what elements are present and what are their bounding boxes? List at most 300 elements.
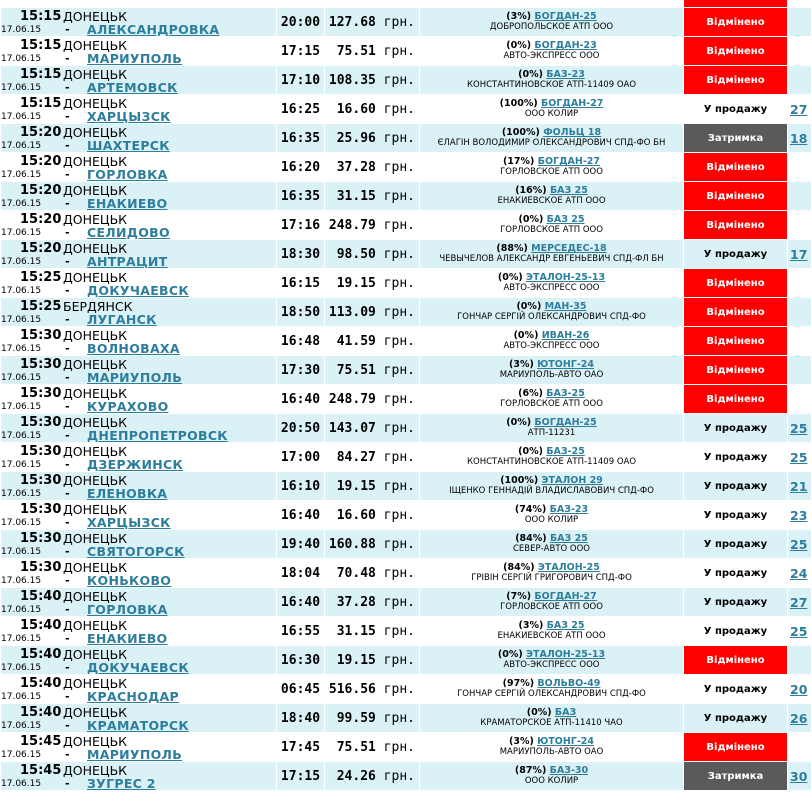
seats-link[interactable]: 27 [788,588,812,617]
departure-time: 15:30 [20,357,62,372]
table-row-4 [1,95,812,124]
destination-link[interactable]: МАРИУПОЛЬ [87,51,183,66]
table-row-13 [1,356,812,385]
departure-cell [1,298,277,327]
carrier-operator: ІЩЕНКО ГЕННАДІЙ ВЛАДИСЛАВОВИЧ СПД-ФО [449,486,654,496]
seats-link[interactable]: 20 [788,675,812,704]
currency-label: грн. [383,420,415,436]
currency-label: грн. [383,507,415,523]
bus-model-link[interactable]: БОГДАН-25 [534,11,597,22]
seats-link[interactable]: 27 [788,95,812,124]
seats-link[interactable]: 17 [788,240,812,269]
carrier-operator: ГОНЧАР СЕРГІЙ ОЛЕКСАНДРОВИЧ СПД-ФО [457,689,646,699]
status-cell: Відмінено [684,37,788,66]
arrival-time: 18:04 [277,559,325,588]
table-row-partial [1,0,812,8]
table-row-25 [1,704,812,733]
currency-label: грн. [383,217,415,233]
separator-dash: - [65,661,70,674]
carrier-cell [420,153,684,182]
origin-city: ДОНЕЦЬК [63,705,128,720]
arrival-time: 16:55 [277,617,325,646]
table-row-7 [1,182,812,211]
departure-cell [1,588,277,617]
separator-dash: - [65,197,70,210]
occupancy-percent: (87%) [514,765,547,776]
currency-label: грн. [383,130,415,146]
carrier-cell [420,733,684,762]
bus-model-link[interactable]: БАЗ 25 [546,620,585,631]
origin-city: ДОНЕЦЬК [63,502,128,517]
price-cell [325,37,420,66]
seats-link[interactable] [788,733,812,762]
occupancy-percent: (3%) [509,736,534,747]
seats-link[interactable] [788,327,812,356]
carrier-operator: ГРІВІН СЕРГІЙ ГРИГОРОВИЧ СПД-ФО [471,573,632,583]
price-cell [325,95,420,124]
status-cell: Відмінено [684,269,788,298]
departure-time: 15:20 [20,241,62,256]
price-value: 160.88 [328,536,376,552]
origin-city: ДОНЕЦЬК [63,38,128,53]
seats-link[interactable] [788,269,812,298]
departure-date: 17.06.15 [1,83,42,93]
destination-link[interactable]: АНТРАЦИТ [87,254,168,269]
table-row-8 [1,211,812,240]
table-row-2 [1,37,812,66]
seats-link[interactable] [788,182,812,211]
price-cell [325,733,420,762]
price-value: 98.50 [336,246,376,262]
destination-link[interactable]: МАРИУПОЛЬ [87,747,183,762]
separator-dash: - [65,458,70,471]
price-cell [325,501,420,530]
price-value: 127.68 [328,14,376,30]
seats-link[interactable]: 26 [788,704,812,733]
departure-time: 15:45 [20,763,62,778]
price-value: 19.15 [336,478,376,494]
occupancy-percent: (16%) [515,185,547,196]
departure-cell [1,443,277,472]
origin-city: ДОНЕЦЬК [63,734,128,749]
bus-model-link[interactable]: БОГДАН-27 [534,591,597,602]
bus-model-link[interactable]: БОГДАН-25 [534,417,597,428]
origin-city: ДОНЕЦЬК [63,241,128,256]
table-row-1 [1,8,812,37]
status-cell: Відмінено [684,211,788,240]
departure-cell [1,472,277,501]
seats-link[interactable] [788,646,812,675]
bus-model-link[interactable]: БАЗ-25 [546,388,585,399]
carrier-cell [420,327,684,356]
occupancy-percent: (84%) [515,533,547,544]
table-row-26 [1,733,812,762]
currency-label: грн. [383,159,415,175]
carrier-cell [420,385,684,414]
carrier-cell [420,240,684,269]
bus-model-link[interactable]: ЭТАЛОН-25-13 [526,272,606,283]
table-row-14 [1,385,812,414]
carrier-operator: КОНСТАНТИНОВСКОЕ АТП-11409 ОАО [466,80,637,90]
destination-link[interactable]: ШАХТЕРСК [87,138,170,153]
carrier-cell [420,124,684,153]
seats-link[interactable]: 25 [788,414,812,443]
separator-dash: - [65,342,70,355]
destination-link[interactable]: СЕЛИДОВО [87,225,170,240]
departure-time: 15:30 [20,328,62,343]
departure-cell [1,124,277,153]
origin-city: ДОНЕЦЬК [63,560,128,575]
carrier-cell [420,762,684,791]
arrival-time: 17:16 [277,211,325,240]
price-cell [325,269,420,298]
currency-label: грн. [383,391,415,407]
carrier-cell [420,66,684,95]
table-row-3 [1,66,812,95]
arrival-time: 16:40 [277,501,325,530]
seats-link[interactable] [788,153,812,182]
bus-model-link[interactable]: ЮТОНГ-24 [537,359,594,370]
currency-label: грн. [383,188,415,204]
destination-link[interactable]: ВОЛНОВАХА [87,341,180,356]
origin-city: ДОНЕЦЬК [63,67,128,82]
bus-model-link[interactable]: МЕРСЕДЕС-18 [531,243,607,254]
arrival-time: 17:15 [277,762,325,791]
carrier-operator: АВТО-ЭКСПРЕСС ООО [503,283,600,293]
currency-label: грн. [383,652,415,668]
departure-date: 17.06.15 [1,170,42,180]
bus-model-link[interactable]: ЮТОНГ-24 [537,736,594,747]
carrier-operator [420,0,683,1]
occupancy-percent: (100%) [499,98,538,109]
carrier-operator: ООО КОЛИР [524,515,579,525]
carrier-cell [420,675,684,704]
origin-city: ДОНЕЦЬК [63,212,128,227]
bus-model-link[interactable]: ВОЛЬВО-49 [537,678,601,689]
currency-label: грн. [383,768,415,784]
departure-time: 15:15 [20,38,62,53]
table-row-5 [1,124,812,153]
separator-dash: - [65,284,70,297]
status-cell: Відмінено [684,385,788,414]
destination-link[interactable] [87,0,189,1]
seats-link[interactable] [788,211,812,240]
occupancy-percent: (88%) [496,243,528,254]
departure-date: 17.06.15 [1,199,42,209]
departure-time: 15:25 [20,299,62,314]
seats-link[interactable]: 25 [788,530,812,559]
bus-model-link[interactable]: ЭТАЛОН-25 [537,562,600,573]
arrival-time: 18:40 [277,704,325,733]
seats-link[interactable]: 24 [788,559,812,588]
price-cell [325,8,420,37]
bus-model-link[interactable]: ФОЛЬЦ 18 [543,127,602,138]
departure-cell [1,269,277,298]
bus-model-link[interactable]: ЭТАЛОН-25-13 [526,649,606,660]
origin-city: ДОНЕЦЬК [63,357,128,372]
departure-time: 15:40 [20,589,62,604]
separator-dash: - [65,23,70,36]
price-cell [325,530,420,559]
status-cell: У продажу [684,95,788,124]
bus-model-link[interactable]: БАЗ-23 [549,504,589,515]
departure-cell [1,559,277,588]
separator-dash: - [65,487,70,500]
price-value: 108.35 [328,72,376,88]
departure-time: 15:30 [20,473,62,488]
bus-model-link[interactable]: БАЗ 25 [549,185,588,196]
departure-cell [1,356,277,385]
departure-time: 15:15 [20,67,62,82]
departure-cell [1,733,277,762]
separator-dash: - [65,719,70,732]
arrival-time: 16:10 [277,472,325,501]
partial-carrier-cell [420,0,684,8]
table-row-23 [1,646,812,675]
carrier-operator: ООО КОЛИР [524,776,579,786]
partial-departure-cell [1,0,277,8]
carrier-cell [420,588,684,617]
destination-link[interactable]: КУРАХОВО [87,399,169,414]
origin-city: ДОНЕЦЬК [63,154,128,169]
departure-cell [1,675,277,704]
seats-link[interactable] [788,356,812,385]
bus-model-link[interactable]: ЭТАЛОН 29 [541,475,603,486]
destination-link[interactable]: АЛЕКСАНДРОВКА [87,22,220,37]
departure-date: 17.06.15 [1,54,42,64]
separator-dash: - [65,632,70,645]
table-row-24 [1,675,812,704]
destination-link[interactable]: ЕНАКИЕВО [87,196,168,211]
destination-link[interactable]: ХАРЦЫЗСК [87,109,171,124]
destination-link[interactable]: ГОРЛОВКА [87,167,168,182]
status-cell: У продажу [684,443,788,472]
price-value: 143.07 [328,420,376,436]
occupancy-percent: (0%) [516,301,542,312]
seats-link[interactable]: 21 [788,472,812,501]
destination-link[interactable]: КОНЬКОВО [87,573,172,588]
carrier-operator: СЕВЕР-АВТО ООО [512,544,590,554]
departure-date: 17.06.15 [1,344,42,354]
table-row-6 [1,153,812,182]
seats-link[interactable]: 25 [788,617,812,646]
destination-link[interactable]: ЗУГРЕС 2 [87,776,156,791]
price-cell [325,356,420,385]
table-row-10 [1,269,812,298]
seats-link[interactable] [788,37,812,66]
status-cell: У продажу [684,675,788,704]
bus-model-link[interactable]: МАН-35 [544,301,587,312]
currency-label: грн. [383,246,415,262]
departure-time: 15:20 [20,125,62,140]
carrier-cell [420,530,684,559]
origin-city: ДОНЕЦЬК [63,386,128,401]
carrier-operator: АВТО-ЭКСПРЕСС ООО [503,341,600,351]
table-row-27 [1,762,812,791]
status-cell: Затримка [684,124,788,153]
price-cell [325,443,420,472]
status-cell: У продажу [684,240,788,269]
origin-city: ДОНЕЦЬК [63,647,128,662]
arrival-time: 17:15 [277,37,325,66]
departure-cell [1,153,277,182]
status-cell [684,0,788,8]
carrier-operator: КРАМАТОРСКОЕ АТП-11410 ЧАО [480,718,623,728]
departure-cell [1,211,277,240]
price-cell [325,588,420,617]
carrier-cell [420,559,684,588]
carrier-operator: ГОРЛОВСКОЕ АТП ООО [500,602,603,612]
bus-model-link[interactable]: ИВАН-26 [541,330,590,341]
destination-link[interactable]: ДНЕПРОПЕТРОВСК [87,428,228,443]
destination-link[interactable]: ЕНАКИЕВО [87,631,168,646]
bus-model-link[interactable]: БОГДАН-27 [541,98,604,109]
origin-city: ДОНЕЦЬК [63,531,128,546]
price-cell [325,211,420,240]
seats-link[interactable]: 30 [788,762,812,791]
occupancy-percent: (0%) [497,272,523,283]
destination-link[interactable]: АРТЕМОВСК [87,80,178,95]
carrier-cell [420,95,684,124]
departure-date: 17.06.15 [1,779,42,789]
arrival-time: 16:35 [277,182,325,211]
departure-time: 15:45 [20,734,62,749]
price-value: 113.09 [328,304,376,320]
arrival-time: 17:00 [277,443,325,472]
arrival-time: 16:40 [277,588,325,617]
departure-date: 17.06.15 [1,750,42,760]
destination-link[interactable]: МАРИУПОЛЬ [87,370,183,385]
bus-model-link[interactable]: БАЗ-25 [546,446,585,457]
seats-link[interactable]: 18 [788,124,812,153]
price-value: 16.60 [336,507,376,523]
origin-city: ДОНЕЦЬК [63,270,128,285]
occupancy-percent: (97%) [502,678,535,689]
arrival-time: 20:50 [277,414,325,443]
bus-model-link[interactable]: БОГДАН-27 [537,156,601,167]
seats-link[interactable] [788,385,812,414]
origin-city: ДОНЕЦЬК [63,618,128,633]
destination-link[interactable]: ДЗЕРЖИНСК [87,457,184,472]
table-row-18 [1,501,812,530]
departure-cell [1,646,277,675]
seats-link[interactable] [788,298,812,327]
occupancy-percent: (3%) [509,359,534,370]
departure-date: 17.06.15 [1,576,42,586]
departure-cell [1,704,277,733]
carrier-operator: МАРИУПОЛЬ-АВТО ОАО [499,747,604,757]
arrival-time: 19:40 [277,530,325,559]
destination-link[interactable]: СВЯТОГОРСК [87,544,185,559]
destination-link[interactable]: ДОКУЧАЕВСК [87,283,189,298]
price-value: 19.15 [336,652,376,668]
seats-link[interactable]: 25 [788,443,812,472]
status-cell: Відмінено [684,298,788,327]
price-cell [325,385,420,414]
bus-model-link[interactable]: БАЗ-30 [549,765,589,776]
bus-model-link[interactable]: БАЗ-23 [546,69,585,80]
separator-dash: - [65,545,70,558]
price-cell [325,472,420,501]
table-row-22 [1,617,812,646]
separator-dash: - [65,690,70,703]
currency-label: грн. [383,304,415,320]
bus-model-link[interactable]: БАЗ 25 [546,214,585,225]
carrier-operator: ДОБРОПОЛЬСКОЕ АТП ООО [489,22,614,32]
arrival-time: 16:15 [277,269,325,298]
status-cell: Відмінено [684,66,788,95]
occupancy-percent: (17%) [502,156,535,167]
status-cell: У продажу [684,588,788,617]
departure-time: 15:30 [20,560,62,575]
departure-date: 17.06.15 [1,315,42,325]
departure-cell [1,8,277,37]
departure-cell [1,182,277,211]
price-cell [325,762,420,791]
bus-model-link[interactable]: БОГДАН-23 [534,40,597,51]
currency-label: грн. [383,449,415,465]
carrier-cell [420,269,684,298]
arrival-time: 16:25 [277,95,325,124]
carrier-operator: ГОРЛОВСКОЕ АТП ООО [500,399,603,409]
price-cell [325,182,420,211]
departure-date: 17.06.15 [1,692,42,702]
carrier-operator: АТП-11231 [527,428,576,438]
departure-time: 15:40 [20,647,62,662]
currency-label: грн. [383,101,415,117]
price-cell [325,66,420,95]
carrier-cell [420,472,684,501]
destination-link[interactable]: ХАРЦЫЗСК [87,515,171,530]
destination-link[interactable]: ЛУГАНСК [87,312,157,327]
price-value: 37.28 [336,594,376,610]
status-cell: Відмінено [684,182,788,211]
price-value: 16.60 [336,101,376,117]
bus-model-link[interactable]: БАЗ 25 [549,533,588,544]
arrival-time: 18:30 [277,240,325,269]
destination-link[interactable]: ГОРЛОВКА [87,602,168,617]
destination-link[interactable]: КРАМАТОРСК [87,718,189,733]
arrival-time: 18:50 [277,298,325,327]
origin-city: БЕРДЯНСК [63,299,133,314]
occupancy-percent: (0%) [497,649,523,660]
table-row-19 [1,530,812,559]
destination-link[interactable]: ДОКУЧАЕВСК [87,660,189,675]
status-cell: Затримка [684,762,788,791]
price-value: 516.56 [328,681,376,697]
carrier-cell [420,443,684,472]
destination-link[interactable]: КРАСНОДАР [87,689,179,704]
price-value: 25.96 [336,130,376,146]
carrier-operator: ЧЕВЫЧЕЛОВ АЛЕКСАНДР ЕВГЕНЬЕВИЧ СПД-ФЛ БН [439,254,664,264]
currency-label: грн. [383,710,415,726]
bus-model-link[interactable]: БАЗ [554,707,577,718]
departure-date: 17.06.15 [1,605,42,615]
departure-date: 17.06.15 [1,518,42,528]
departure-time: 15:30 [20,531,62,546]
separator-dash: - [65,574,70,587]
seats-link[interactable] [788,8,812,37]
seats-link[interactable]: 23 [788,501,812,530]
currency-label: грн. [383,333,415,349]
currency-label: грн. [383,681,415,697]
seats-link[interactable] [788,66,812,95]
departure-cell [1,37,277,66]
departure-cell [1,501,277,530]
destination-link[interactable]: ЕЛЕНОВКА [87,486,168,501]
departure-cell [1,66,277,95]
carrier-operator: АВТО-ЭКСПРЕСС ООО [503,660,600,670]
